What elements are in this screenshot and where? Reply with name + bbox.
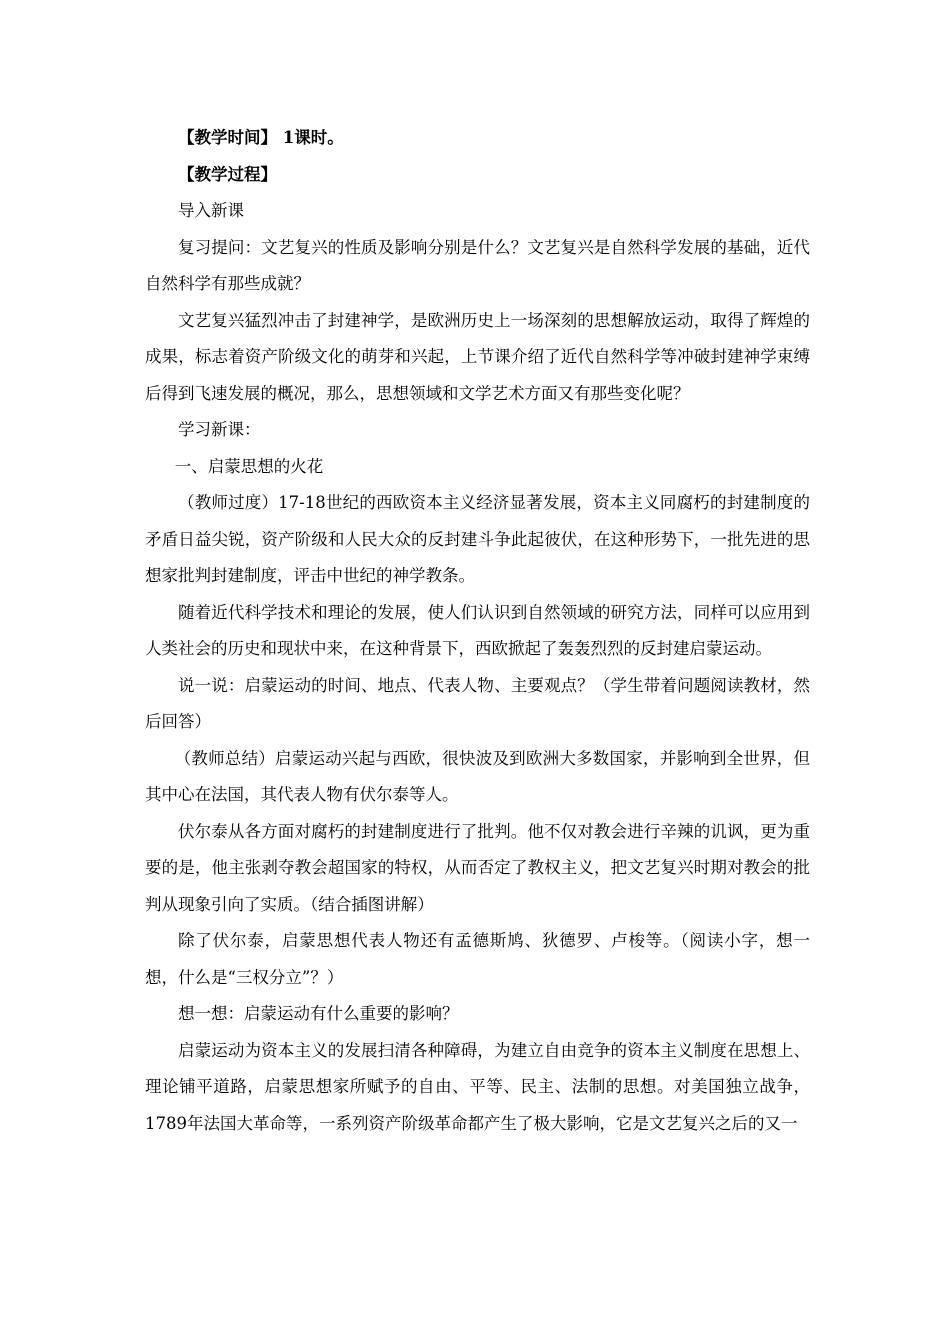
document-body	[145, 120, 810, 1142]
paragraph-other-thinkers: 除了伏尔泰，启蒙思想代表人物还有孟德斯鸠、狄德罗、卢梭等。（阅读小字，想一想，什么是“三权分立”？）	[145, 931, 810, 987]
paragraph-discuss: 说一说：启蒙运动的时间、地点、代表人物、主要观点？（学生带着问题阅读教材，然后回答）	[145, 675, 810, 731]
new-lesson-label: 学习新课：	[178, 420, 261, 439]
paragraph-review-question: 复习提问：文艺复兴的性质及影响分别是什么？文艺复兴是自然科学发展的基础，近代自然科学有那些成就？	[145, 237, 810, 293]
paragraph-voltaire: 伏尔泰从各方面对腐朽的封建制度进行了批判。他不仅对教会进行辛辣的讥讽，更为重要的是，他主张剥夺教会超国家的特权，从而否定了教权主义，把文艺复兴时期对教会的批判从现象引向了实质。（结合插图讲解）	[145, 821, 810, 914]
paragraph-think: 想一想：启蒙运动有什么重要的影响？	[178, 1004, 459, 1023]
section-title: 一、启蒙思想的火花	[174, 456, 324, 476]
teaching-time-heading: 【教学时间】 1课时。	[178, 128, 344, 147]
paragraph-science-development: 随着近代科学技术和理论的发展，使人们认识到自然领域的研究方法，同样可以应用到人类社会的历史和现状中来，在这种背景下，西欧掀起了轰轰烈烈的反封建启蒙运动。	[145, 602, 810, 658]
paragraph-influence: 启蒙运动为资本主义的发展扫清各种障碍，为建立自由竞争的资本主义制度在思想上、理论铺平道路，启蒙思想家所赋予的自由、平等、民主、法制的思想。对美国独立战争，1789年法国大革命等，一系列资产阶级革命都产生了极大影响，它是文艺复兴之后的又一	[145, 1040, 810, 1133]
paragraph-teacher-transition: （教师过度）17-18世纪的西欧资本主义经济显著发展，资本主义同腐朽的封建制度的矛盾日益尖锐，资产阶级和人民大众的反封建斗争此起彼伏，在这种形势下，一批先进的思想家批判封建制度，评击中世纪的神学教条。	[145, 493, 810, 585]
paragraph-teacher-summary: （教师总结）启蒙运动兴起与西欧，很快波及到欧洲大多数国家，并影响到全世界，但其中心在法国，其代表人物有伏尔泰等人。	[145, 748, 810, 804]
intro-label: 导入新课	[178, 201, 244, 220]
teaching-process-heading: 【教学过程】	[178, 164, 277, 184]
paragraph-renaissance-summary: 文艺复兴猛烈冲击了封建神学，是欧洲历史上一场深刻的思想解放运动，取得了辉煌的成果，标志着资产阶级文化的萌芽和兴起，上节课介绍了近代自然科学等冲破封建神学束缚后得到飞速发展的概况，那么，思想领域和文学艺术方面又有那些变化呢？	[145, 310, 810, 403]
